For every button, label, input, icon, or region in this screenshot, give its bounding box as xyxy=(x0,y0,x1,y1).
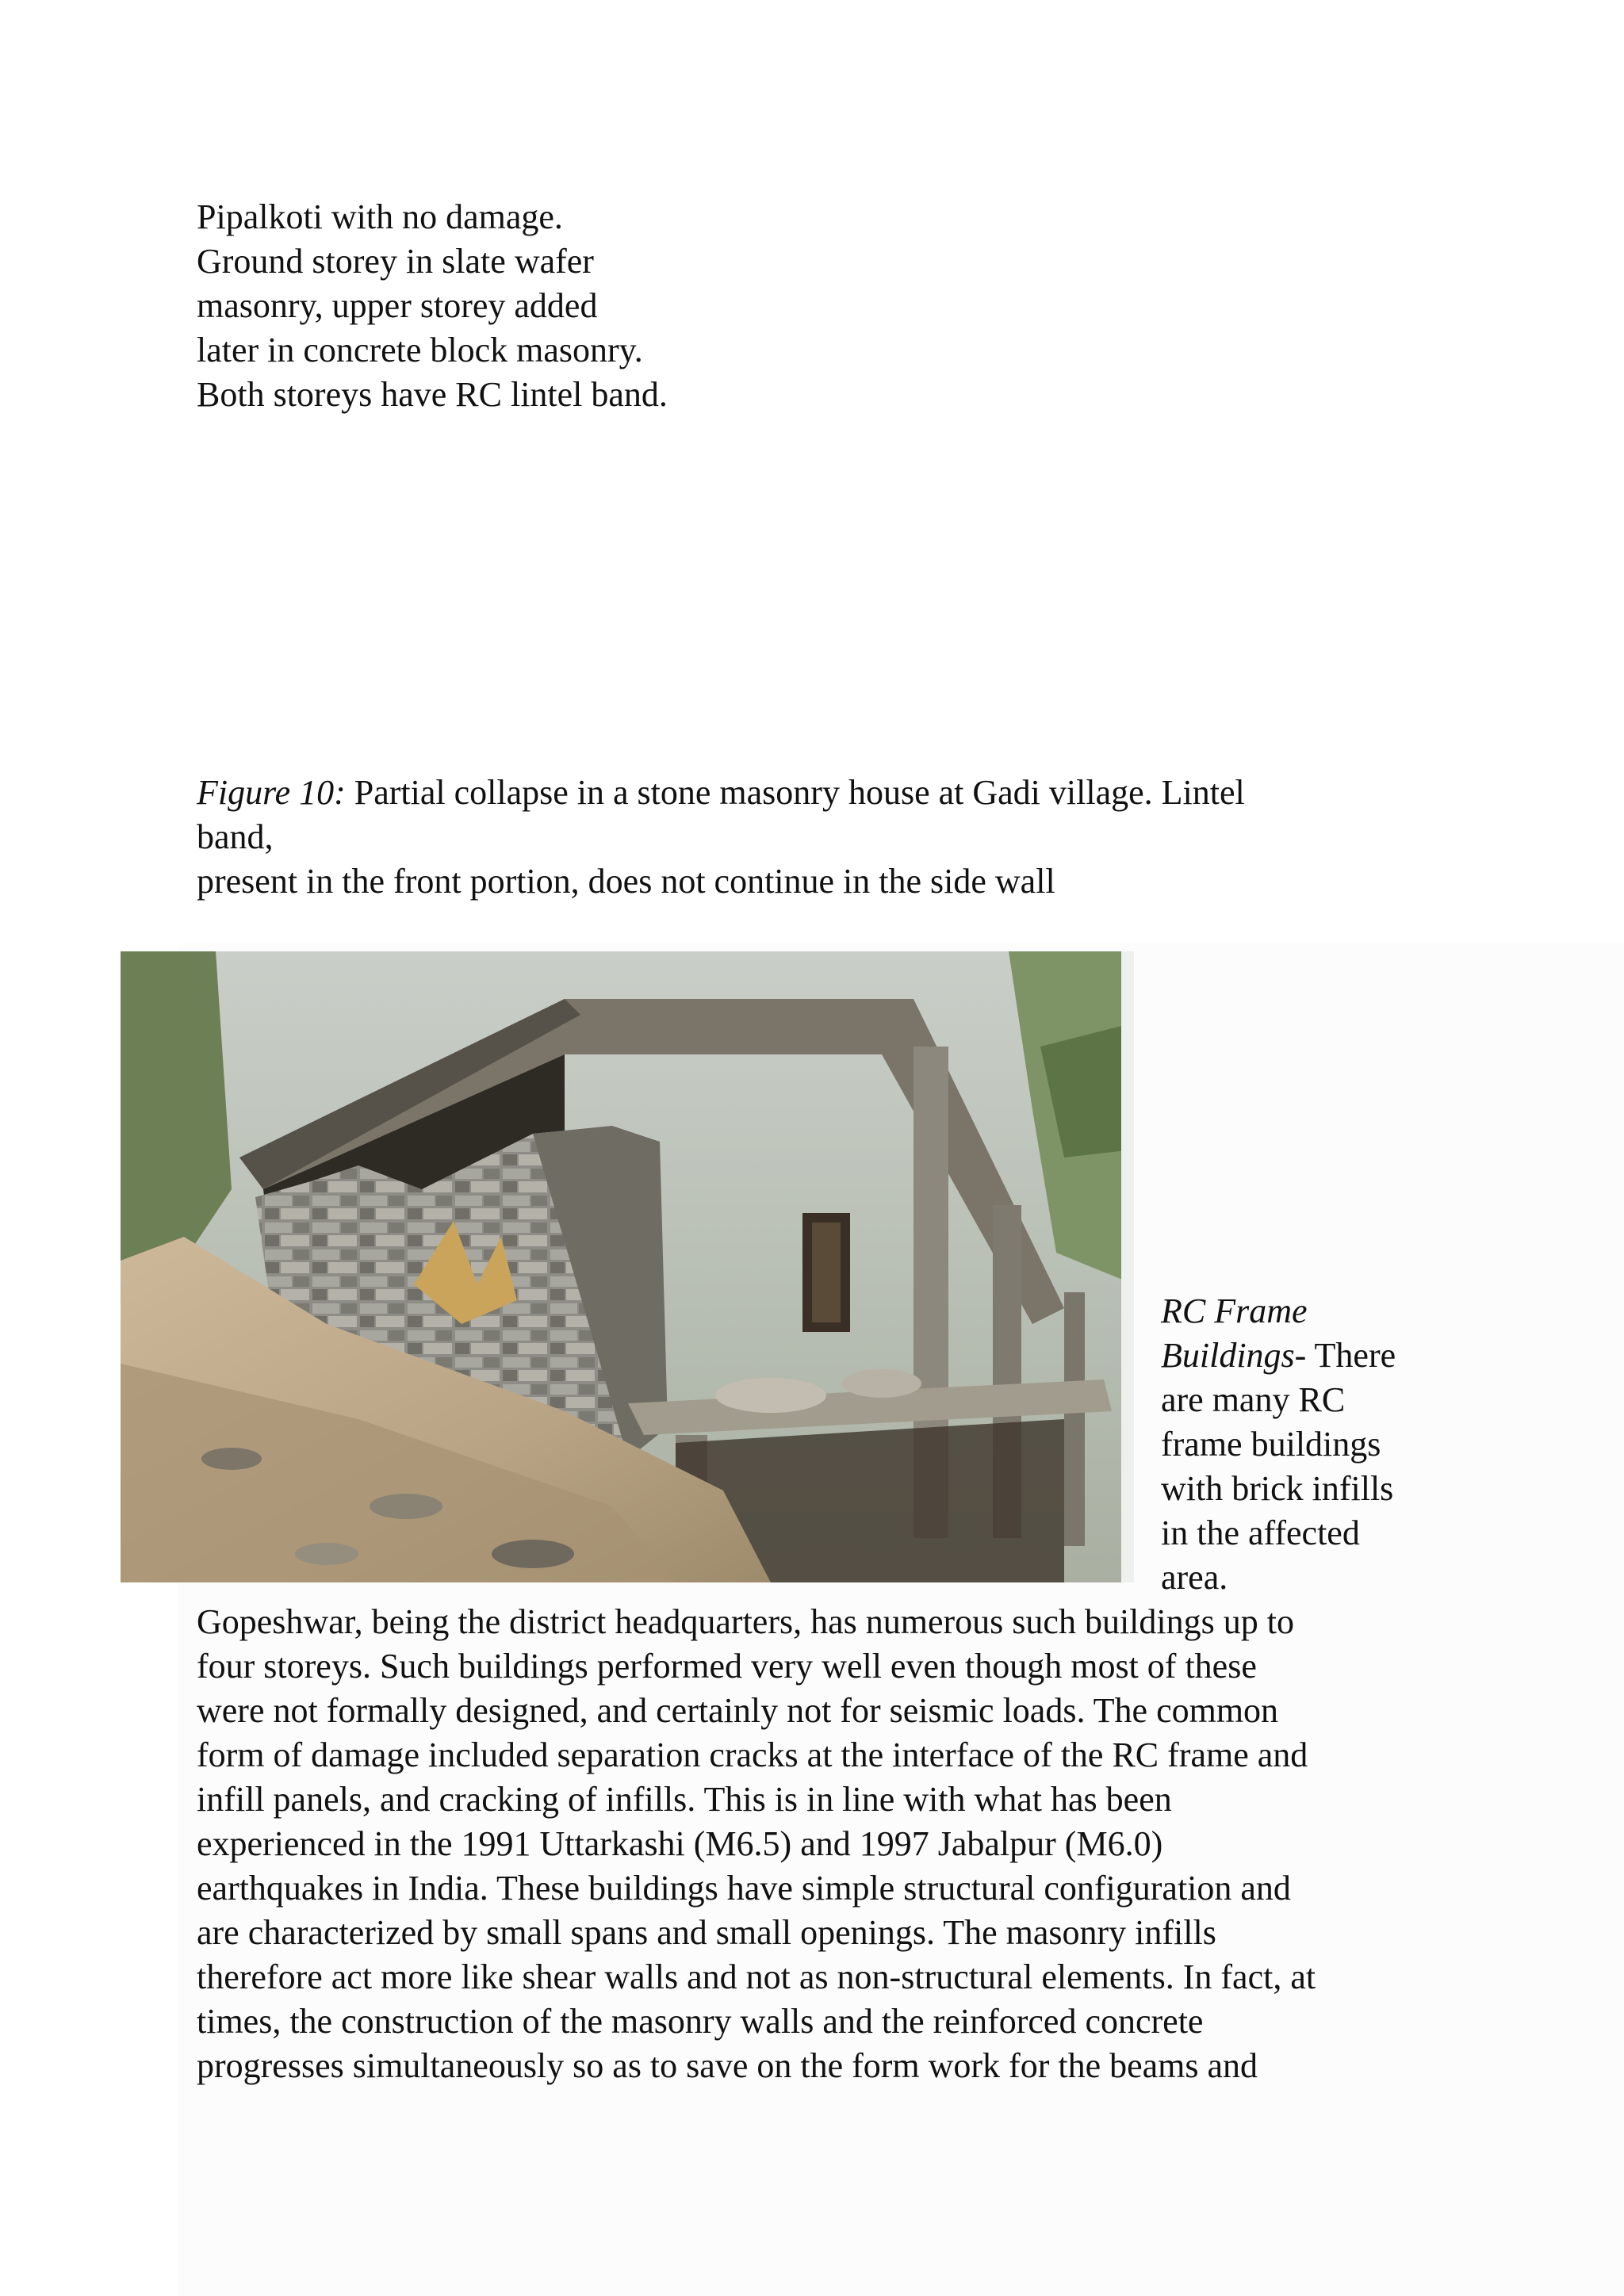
side-text-fragment: There xyxy=(1306,1336,1396,1375)
figure-caption xyxy=(197,771,1434,904)
figure-caption-text: Partial collapse in a stone masonry house at Gadi village. Lintel xyxy=(345,773,1245,812)
body-line: therefore act more like shear walls and not as non-structural elements. In fact, at xyxy=(197,1957,1316,1996)
body-paragraph xyxy=(197,1600,1316,2088)
body-line: four storeys. Such buildings performed very well even though most of these xyxy=(197,1647,1257,1686)
collapsed-house-photo xyxy=(121,951,1134,1582)
top-caption xyxy=(197,195,668,417)
top-caption-line: later in concrete block masonry. xyxy=(197,331,643,369)
figure-caption-line: band, xyxy=(197,817,274,856)
section-title: RC Frame xyxy=(1161,1292,1308,1330)
side-text-line: area. xyxy=(1161,1558,1228,1597)
body-line: form of damage included separation cracks at the interface of the RC frame and xyxy=(197,1735,1308,1774)
side-text-line: in the affected xyxy=(1161,1513,1360,1552)
body-line: progresses simultaneously so as to save on the form work for the beams and xyxy=(197,2046,1258,2085)
top-caption-line: masonry, upper storey added xyxy=(197,286,598,325)
body-line: infill panels, and cracking of infills. This is in line with what has been xyxy=(197,1780,1172,1819)
figure-photo xyxy=(121,951,1134,1582)
body-line: experienced in the 1991 Uttarkashi (M6.5) and 1997 Jabalpur (M6.0) xyxy=(197,1824,1163,1863)
body-line: are characterized by small spans and small openings. The masonry infills xyxy=(197,1913,1216,1952)
section-title: Buildings- xyxy=(1161,1336,1307,1375)
side-text-line: frame buildings xyxy=(1161,1425,1381,1464)
side-text xyxy=(1161,1289,1396,1600)
body-line: earthquakes in India. These buildings have simple structural configuration and xyxy=(197,1869,1291,1908)
figure-caption-line xyxy=(197,771,1434,815)
top-caption-line: Ground storey in slate wafer xyxy=(197,242,594,281)
side-text-line: are many RC xyxy=(1161,1380,1346,1419)
top-caption-line: Pipalkoti with no damage. xyxy=(197,197,563,236)
figure-label: Figure 10: xyxy=(197,773,346,812)
body-line: times, the construction of the masonry walls and the reinforced concrete xyxy=(197,2002,1204,2041)
side-text-line xyxy=(1161,1334,1396,1378)
body-line: Gopeshwar, being the district headquarters, has numerous such buildings up to xyxy=(197,1602,1294,1641)
side-text-line: with brick infills xyxy=(1161,1469,1394,1508)
figure-caption-line: present in the front portion, does not continue in the side wall xyxy=(197,862,1055,901)
top-caption-line: Both storeys have RC lintel band. xyxy=(197,375,668,414)
body-line: were not formally designed, and certainly not for seismic loads. The common xyxy=(197,1691,1279,1730)
